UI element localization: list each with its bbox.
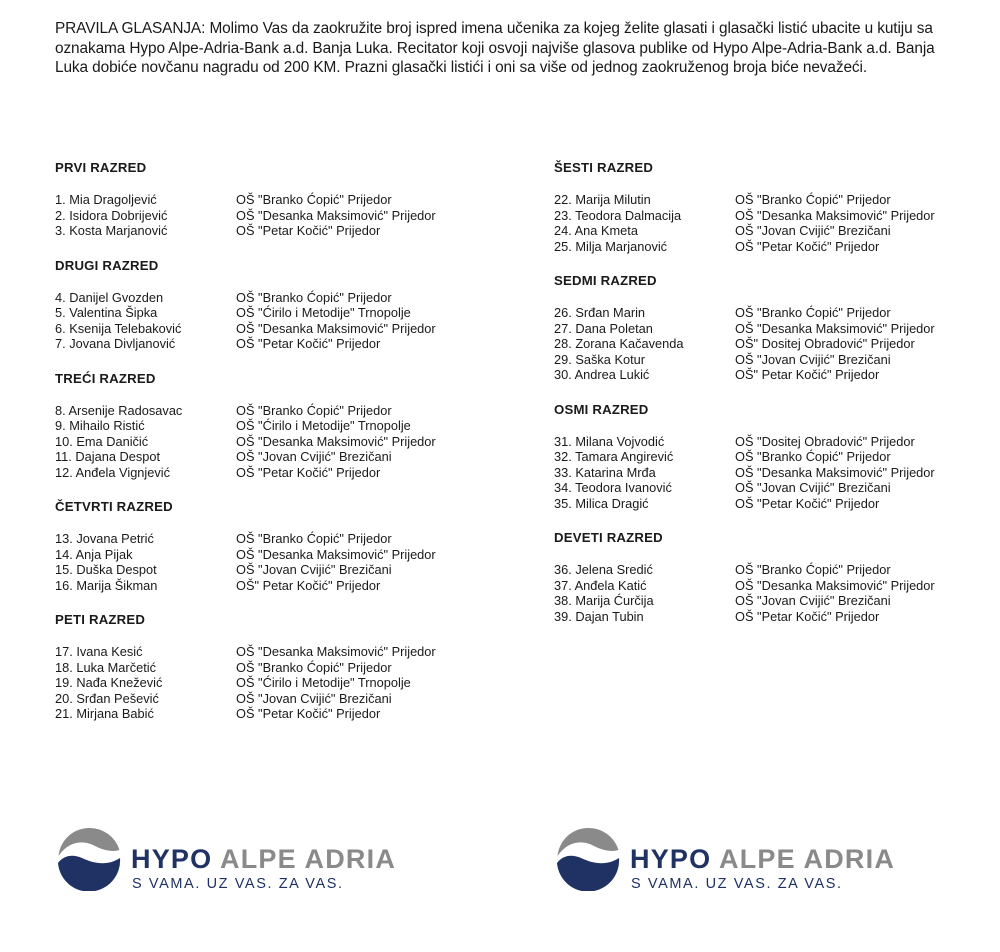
candidate-name: 19. Nađa Knežević (55, 675, 163, 690)
candidate-name: 24. Ana Kmeta (554, 223, 638, 238)
candidate-row (55, 305, 495, 321)
candidate-name: 22. Marija Milutin (554, 192, 651, 207)
bank-tagline: S VAMA. UZ VAS. ZA VAS. (132, 876, 344, 892)
candidate-name: 38. Marija Ćurčija (554, 593, 654, 608)
candidate-school: OŠ "Desanka Maksimović" Prijedor (735, 464, 935, 480)
candidate-name: 25. Milja Marjanović (554, 238, 668, 254)
candidate-row (554, 480, 994, 496)
candidate-school: OŠ" Petar Kočić" Prijedor (236, 577, 381, 593)
candidate-name: 29. Saška Kotur (554, 351, 646, 367)
candidate-name: 27. Dana Poletan (554, 320, 653, 336)
candidate-row (554, 352, 994, 368)
candidate-row (554, 239, 994, 255)
candidate-name: 34. Teodora Ivanović (554, 480, 672, 495)
voting-rules-text: PRAVILA GLASANJA: Molimo Vas da zaokružite broj ispred imena učenika za kojeg želite glasati i glasački listić ubacite u kutiju sa oznakama Hypo Alpe-Adria-Bank a.d. Banja Luka. Recitator koji osvoji najviše glasova publike od Hypo Alpe-Adria-Bank a.d. Banja Luka dobiće novčanu nagradu od 200 KM. Prazni glasački listići i oni sa više od jednog zaokruženog broja biće nevažeći. (55, 20, 935, 77)
candidate-row (55, 660, 495, 676)
candidate-school: OŠ "Petar Kočić" Prijedor (735, 608, 880, 624)
hypo-alpe-adria-logo-mark-icon (55, 825, 123, 891)
candidate-name: 11. Dajana Despot (55, 449, 161, 464)
candidate-name: 2. Isidora Dobrijević (55, 207, 168, 223)
candidate-name: 13. Jovana Petrić (55, 531, 154, 546)
class-group (554, 530, 994, 624)
candidate-school: OŠ "Ćirilo i Metodije" Trnopolje (236, 418, 411, 433)
candidate-row (55, 336, 495, 352)
candidate-school: OŠ "Desanka Maksimović" Prijedor (735, 577, 935, 593)
candidate-school: OŠ "Branko Ćopić" Prijedor (236, 289, 392, 305)
candidate-school: OŠ "Branko Ćopić" Prijedor (236, 659, 392, 675)
candidate-school: OŠ "Petar Kočić" Prijedor (236, 223, 381, 238)
candidate-school: OŠ "Petar Kočić" Prijedor (236, 336, 381, 351)
class-title: ČETVRTI RAZRED (55, 499, 173, 514)
class-title: PRVI RAZRED (55, 160, 147, 175)
candidate-school: OŠ "Branko Ćopić" Prijedor (236, 402, 392, 418)
candidate-name: 16. Marija Šikman (55, 577, 158, 593)
class-title: TREĆI RAZRED (55, 370, 156, 386)
candidate-row (554, 321, 994, 337)
candidate-row (55, 691, 495, 707)
brand-word-alpe-adria: ALPE ADRIA (719, 844, 896, 874)
candidate-row (554, 223, 994, 239)
candidate-name: 10. Ema Daničić (55, 433, 149, 449)
class-title: ŠESTI RAZRED (554, 160, 654, 175)
candidate-name: 39. Dajan Tubin (554, 608, 644, 624)
candidate-school: OŠ "Jovan Cvijić" Brezičani (735, 593, 891, 608)
candidate-school: OŠ "Petar Kočić" Prijedor (236, 706, 381, 721)
candidate-name: 20. Srđan Pešević (55, 690, 159, 706)
candidate-name: 23. Teodora Dalmacija (554, 207, 682, 223)
candidate-school: OŠ "Petar Kočić" Prijedor (735, 495, 880, 511)
class-group (55, 258, 495, 352)
candidate-row (55, 418, 495, 434)
candidate-row (55, 321, 495, 337)
brand-word-alpe-adria: ALPE ADRIA (220, 844, 397, 874)
candidate-name: 31. Milana Vojvodić (554, 433, 665, 449)
class-group (554, 273, 994, 383)
candidate-name: 3. Kosta Marjanović (55, 223, 168, 238)
class-group (554, 160, 994, 254)
brand-word-hypo: HYPO (630, 844, 712, 874)
candidate-school: OŠ "Branko Ćopić" Prijedor (735, 562, 891, 577)
candidate-name: 9. Mihailo Ristić (55, 418, 145, 433)
candidate-name: 4. Danijel Gvozden (55, 289, 164, 305)
class-list-left-column (55, 160, 495, 741)
candidate-school: OŠ "Ćirilo i Metodije" Trnopolje (236, 305, 411, 320)
class-group (55, 612, 495, 722)
candidate-row (554, 367, 994, 383)
candidate-name: 7. Jovana Divljanović (55, 336, 176, 351)
candidate-name: 14. Anja Pijak (55, 546, 133, 562)
hypo-alpe-adria-logo-mark-icon (554, 825, 622, 891)
bank-logo (55, 825, 397, 895)
candidate-school: OŠ "Petar Kočić" Prijedor (236, 464, 381, 480)
candidate-row (55, 578, 495, 594)
candidate-school: OŠ" Dositej Obradović" Prijedor (735, 336, 915, 351)
candidate-row (55, 223, 495, 239)
class-group (55, 499, 495, 593)
brand-word-hypo: HYPO (131, 844, 213, 874)
candidate-row (55, 434, 495, 450)
candidate-row (55, 644, 495, 660)
candidate-school: OŠ "Desanka Maksimović" Prijedor (236, 433, 436, 449)
class-group (55, 160, 495, 239)
candidate-school: OŠ "Branko Ćopić" Prijedor (735, 305, 891, 320)
candidate-school: OŠ "Petar Kočić" Prijedor (735, 238, 880, 254)
candidate-name: 26. Srđan Marin (554, 305, 646, 320)
candidate-row (55, 449, 495, 465)
candidate-row (554, 434, 994, 450)
candidate-school: OŠ" Petar Kočić" Prijedor (735, 367, 880, 382)
candidate-row (554, 449, 994, 465)
candidate-school: OŠ "Desanka Maksimović" Prijedor (735, 207, 935, 223)
class-group (554, 402, 994, 512)
candidate-name: 33. Katarina Mrđa (554, 464, 656, 480)
candidate-row (554, 609, 994, 625)
candidate-school: OŠ "Jovan Cvijić" Brezičani (735, 351, 891, 367)
candidate-school: OŠ "Branko Ćopić" Prijedor (236, 192, 392, 207)
bank-tagline: S VAMA. UZ VAS. ZA VAS. (631, 876, 843, 892)
candidate-school: OŠ "Desanka Maksimović" Prijedor (735, 320, 935, 336)
bank-brand-name (630, 844, 895, 874)
class-title: OSMI RAZRED (554, 401, 649, 417)
class-title: DEVETI RAZRED (554, 530, 663, 545)
candidate-name: 17. Ivana Kesić (55, 644, 143, 659)
candidate-school: OŠ "Branko Ćopić" Prijedor (236, 531, 392, 546)
candidate-row (55, 192, 495, 208)
candidate-school: OŠ "Branko Ćopić" Prijedor (735, 192, 891, 207)
candidate-name: 28. Zorana Kačavenda (554, 336, 684, 351)
candidate-school: OŠ "Jovan Cvijić" Brezičani (236, 562, 392, 577)
candidate-row (554, 192, 994, 208)
candidate-name: 35. Milica Dragić (554, 495, 649, 511)
candidate-school: OŠ "Jovan Cvijić" Brezičani (236, 449, 392, 464)
bank-logo (554, 825, 896, 895)
candidate-school: OŠ "Desanka Maksimović" Prijedor (236, 546, 436, 562)
candidate-row (554, 305, 994, 321)
candidate-school: OŠ "Desanka Maksimović" Prijedor (236, 644, 436, 659)
candidate-school: OŠ "Jovan Cvijić" Brezičani (236, 690, 392, 706)
candidate-row (55, 547, 495, 563)
class-title: DRUGI RAZRED (55, 257, 159, 273)
candidate-row (55, 562, 495, 578)
candidate-school: OŠ "Jovan Cvijić" Brezičani (735, 480, 891, 495)
candidate-school: OŠ "Dositej Obradović" Prijedor (735, 433, 915, 449)
candidate-name: 15. Duška Despot (55, 562, 157, 577)
class-title: PETI RAZRED (55, 612, 146, 627)
candidate-school: OŠ "Desanka Maksimović" Prijedor (236, 207, 436, 223)
candidate-row (554, 562, 994, 578)
candidate-school: OŠ "Branko Ćopić" Prijedor (735, 449, 891, 464)
class-title: SEDMI RAZRED (554, 273, 657, 288)
class-group (55, 371, 495, 481)
candidate-name: 21. Mirjana Babić (55, 706, 154, 721)
candidate-name: 30. Andrea Lukić (554, 367, 650, 382)
candidate-name: 18. Luka Marčetić (55, 659, 157, 675)
candidate-name: 6. Ksenija Telebaković (55, 320, 182, 336)
candidate-row (55, 675, 495, 691)
candidate-row (554, 465, 994, 481)
candidate-row (55, 290, 495, 306)
candidate-school: OŠ "Jovan Cvijić" Brezičani (735, 223, 891, 238)
class-list-right-column (554, 160, 994, 643)
candidate-row (554, 578, 994, 594)
candidate-row (554, 336, 994, 352)
candidate-name: 37. Anđela Katić (554, 577, 647, 593)
candidate-name: 1. Mia Dragoljević (55, 192, 157, 207)
candidate-name: 12. Anđela Vignjević (55, 464, 171, 480)
candidate-name: 32. Tamara Angirević (554, 449, 674, 464)
candidate-school: OŠ "Ćirilo i Metodije" Trnopolje (236, 675, 411, 690)
bank-brand-name (131, 844, 396, 874)
candidate-row (554, 593, 994, 609)
candidate-row (55, 465, 495, 481)
candidate-school: OŠ "Desanka Maksimović" Prijedor (236, 320, 436, 336)
candidate-row (55, 403, 495, 419)
candidate-row (55, 706, 495, 722)
candidate-name: 36. Jelena Sredić (554, 562, 653, 577)
candidate-row (554, 496, 994, 512)
candidate-row (55, 531, 495, 547)
candidate-name: 5. Valentina Šipka (55, 305, 158, 320)
candidate-row (55, 208, 495, 224)
candidate-row (554, 208, 994, 224)
candidate-name: 8. Arsenije Radosavac (55, 402, 183, 418)
